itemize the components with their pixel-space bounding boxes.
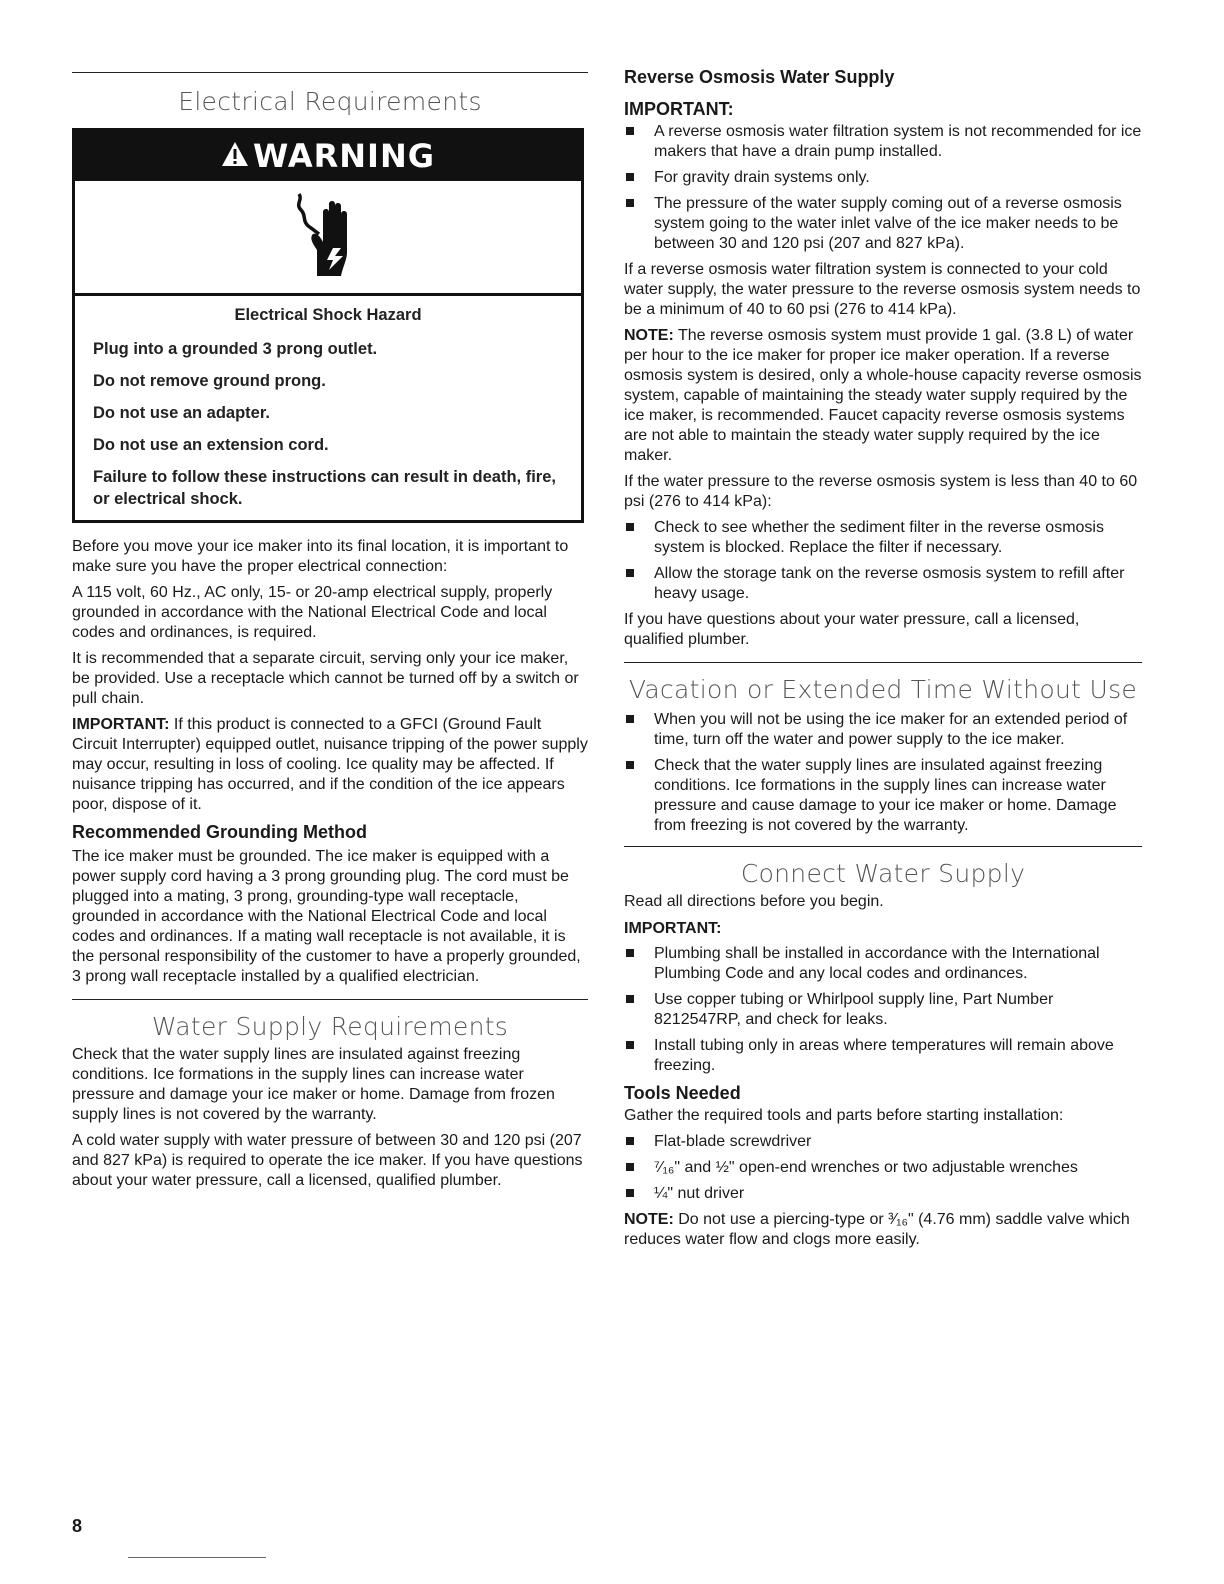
section-divider xyxy=(72,999,588,1000)
paragraph: Read all directions before you begin. xyxy=(624,893,884,910)
vacation-bullet-list xyxy=(624,710,1142,836)
right-column xyxy=(624,0,1142,1256)
note-paragraph xyxy=(624,326,1142,466)
left-column xyxy=(72,0,588,1197)
section-divider xyxy=(624,662,1142,663)
note-label: NOTE: xyxy=(624,327,674,344)
paragraph: The ice maker must be grounded. The ice maker is equipped with a power supply cord having a 3 prong grounding plug. The cord must be plugged into a mating, 3 prong, grounding-type wall receptacle, grounded in accordance with the National Electrical Code and local codes and ordinances. If a mating wall receptacle is not available, it is the personal responsibility of the customer to have a properly grounded, 3 prong wall receptacle installed by a qualified electrician. xyxy=(72,848,581,985)
list-item: ⁷⁄₁₆" and ½" open-end wrenches or two adjustable wrenches xyxy=(624,1158,1142,1178)
paragraph: It is recommended that a separate circuit, serving only your ice maker, be provided. Use a receptacle which cannot be turned off by a switch or pull chain. xyxy=(72,650,579,707)
important-label: IMPORTANT: xyxy=(72,716,170,733)
paragraph: Gather the required tools and parts before starting installation: xyxy=(624,1107,1064,1124)
footer-line xyxy=(128,1557,266,1558)
tools-list xyxy=(624,1132,1142,1204)
note-text: The reverse osmosis system must provide 1 gal. (3.8 L) of water per hour to the ice maker for proper ice maker operation. If a reverse osmosis system is desired, only a whole-house capacity reverse osmosis system, capable of maintaining the steady water supply required by the ice maker, is recommended. Faucet capacity reverse osmosis systems are not able to maintain the steady water supply required by the ice maker. xyxy=(624,327,1142,464)
ro-bullet-list-2 xyxy=(624,518,1142,604)
important-paragraph xyxy=(72,715,588,815)
list-item: Allow the storage tank on the reverse osmosis system to refill after heavy usage. xyxy=(624,564,1142,604)
warning-line: Do not remove ground prong. xyxy=(93,372,326,390)
warning-icon-area xyxy=(75,181,581,296)
warning-header xyxy=(75,131,581,181)
list-item: Check that the water supply lines are insulated against freezing conditions. Ice formations in the supply lines can increase water pressure and cause damage to your ice maker or home. Damage from freezing is not covered by the warranty. xyxy=(624,756,1142,836)
note-label: NOTE: xyxy=(624,1211,674,1228)
section-divider xyxy=(72,72,588,73)
warning-label: WARNING xyxy=(253,137,435,175)
list-item: Install tubing only in areas where temperatures will remain above freezing. xyxy=(624,1036,1142,1076)
grounding-heading: Recommended Grounding Method xyxy=(72,822,367,842)
paragraph: If you have questions about your water pressure, call a licensed, qualified plumber. xyxy=(624,611,1080,648)
section-title-vacation: Vacation or Extended Time Without Use xyxy=(628,675,1138,704)
section-title-water-supply: Water Supply Requirements xyxy=(151,1012,509,1041)
connect-bullet-list xyxy=(624,944,1142,1076)
paragraph: If a reverse osmosis water filtration system is connected to your cold water supply, the water pressure to the reverse osmosis system needs to be a minimum of 40 to 60 psi (276 to 414 kPa). xyxy=(624,261,1141,318)
list-item: Use copper tubing or Whirlpool supply line, Part Number 8212547RP, and check for leaks. xyxy=(624,990,1142,1030)
warning-line: Plug into a grounded 3 prong outlet. xyxy=(93,340,378,358)
list-item: A reverse osmosis water filtration system is not recommended for ice makers that have a drain pump installed. xyxy=(624,122,1142,162)
list-item: Flat-blade screwdriver xyxy=(624,1132,1142,1152)
paragraph: A 115 volt, 60 Hz., AC only, 15- or 20-amp electrical supply, properly grounded in accordance with the National Electrical Code and local codes and ordinances, is required. xyxy=(72,584,553,641)
note-text: Do not use a piercing-type or ³⁄₁₆" (4.76 mm) saddle valve which reduces water flow and clogs more easily. xyxy=(624,1211,1130,1248)
list-item: Plumbing shall be installed in accordance with the International Plumbing Code and any local codes and ordinances. xyxy=(624,944,1142,984)
list-item: Check to see whether the sediment filter in the reverse osmosis system is blocked. Replace the filter if necessary. xyxy=(624,518,1142,558)
important-label: IMPORTANT: xyxy=(624,920,722,937)
ro-bullet-list xyxy=(624,122,1142,254)
list-item: For gravity drain systems only. xyxy=(624,168,1142,188)
section-title-electrical: Electrical Requirements xyxy=(178,87,482,116)
electric-shock-hand-icon xyxy=(293,190,363,285)
section-divider xyxy=(624,846,1142,847)
paragraph: If the water pressure to the reverse osmosis system is less than 40 to 60 psi (276 to 414 kPa): xyxy=(624,473,1138,510)
note-paragraph xyxy=(624,1210,1142,1250)
paragraph: A cold water supply with water pressure of between 30 and 120 psi (207 and 827 kPa) is required to operate the ice maker. If you have questions about your water pressure, call a licensed, qualified plumber. xyxy=(72,1132,583,1189)
warning-line: Failure to follow these instructions can result in death, fire, or electrical shock. xyxy=(93,468,556,508)
paragraph: Before you move your ice maker into its final location, it is important to make sure you have the proper electrical connection: xyxy=(72,538,569,575)
warning-line: Do not use an extension cord. xyxy=(93,436,329,454)
warning-triangle-icon xyxy=(221,137,249,175)
ro-heading: Reverse Osmosis Water Supply xyxy=(624,67,895,87)
tools-heading: Tools Needed xyxy=(624,1083,741,1103)
important-text: If this product is connected to a GFCI (Ground Fault Circuit Interrupter) equipped outlet, nuisance tripping of the power supply may occur, resulting in loss of cooling. Ice quality may be affected. If nuisance tripping has occurred, and if the condition of the ice appears poor, dispose of it. xyxy=(72,716,588,813)
section-title-connect: Connect Water Supply xyxy=(740,859,1026,888)
paragraph: Check that the water supply lines are insulated against freezing conditions. Ice formations in the supply lines can increase water pressure and damage your ice maker or home. Damage from frozen supply lines is not covered by the warranty. xyxy=(72,1046,555,1123)
list-item: When you will not be using the ice maker for an extended period of time, turn off the water and power supply to the ice maker. xyxy=(624,710,1142,750)
warning-hazard: Electrical Shock Hazard xyxy=(234,306,422,324)
page-number: 8 xyxy=(72,1516,83,1536)
list-item: The pressure of the water supply coming out of a reverse osmosis system going to the water inlet valve of the ice maker needs to be between 30 and 120 psi (207 and 827 kPa). xyxy=(624,194,1142,254)
important-label: IMPORTANT: xyxy=(624,99,734,119)
warning-body xyxy=(75,296,581,520)
warning-line: Do not use an adapter. xyxy=(93,404,270,422)
list-item: ¼" nut driver xyxy=(624,1184,1142,1204)
warning-box xyxy=(72,128,584,523)
